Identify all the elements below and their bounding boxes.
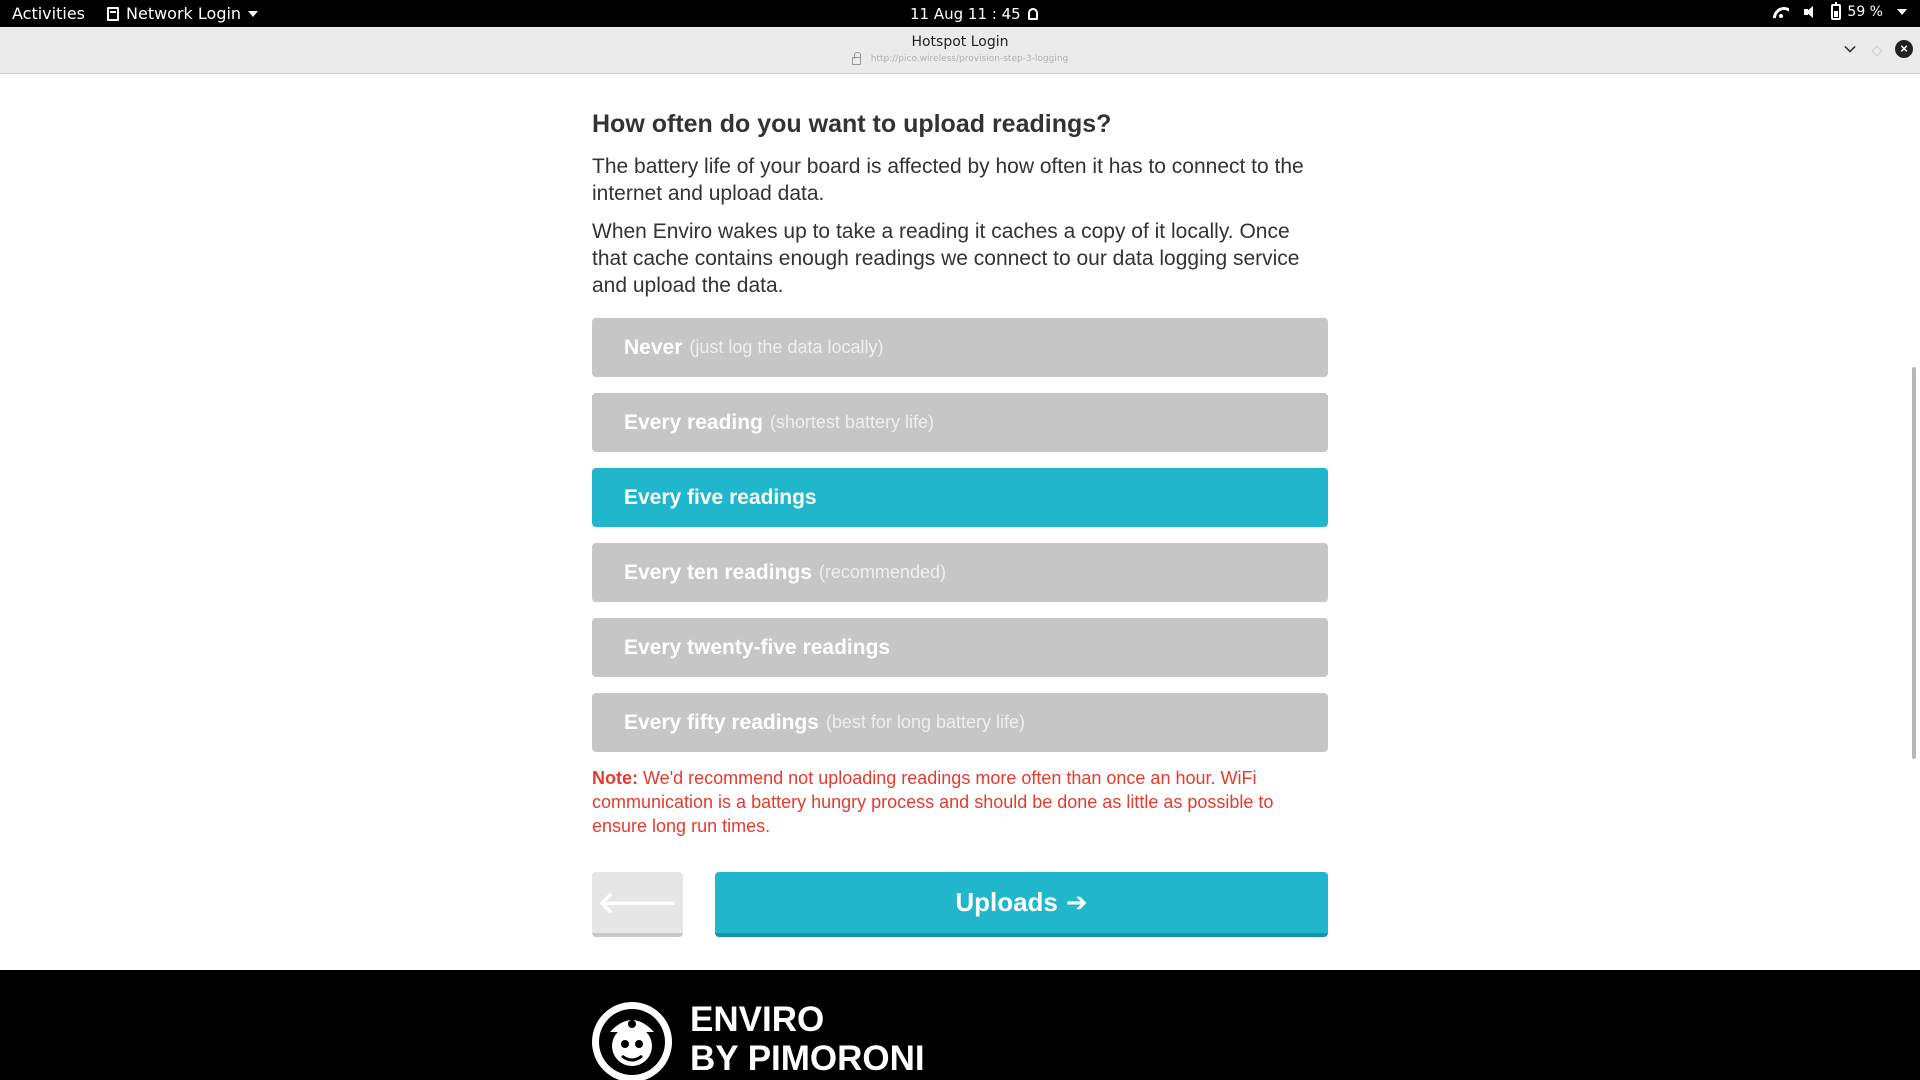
brand-name [690,1000,925,1078]
close-icon[interactable]: × [1895,40,1913,58]
upload-option-every-ten[interactable] [592,543,1328,602]
note-text: We'd recommend not uploading readings more often than once an hour. WiFi communication is a battery hungry process and should be done as little as possible to ensure long run times. [592,768,1274,836]
cache-paragraph: When Enviro wakes up to take a reading it caches a copy of it locally. Once that cache contains enough readings we connect to our data logging service and upload the data. [592,220,1300,297]
volume-icon [1803,5,1817,19]
upload-option-every-fifty[interactable] [592,693,1328,752]
battery-paragraph: The battery life of your board is affected by how often it has to connect to the internet and upload data. [592,155,1304,205]
back-button[interactable] [592,872,683,937]
pimoroni-logo[interactable] [592,1002,672,1080]
option-label: Every five readings [624,485,817,509]
bell-icon [1028,8,1038,20]
app-menu[interactable] [107,4,258,23]
note-label: Note: [592,768,638,788]
app-window-icon [107,7,119,21]
pirate-monkey-logo-icon [592,1002,672,1080]
battery-indicator [1831,4,1883,20]
clock-label: 11 Aug 11 : 45 [910,5,1021,23]
option-hint: (shortest battery life) [769,412,934,432]
app-menu-label: Network Login [126,4,242,23]
wifi-icon [1773,5,1789,19]
upload-option-every-twenty-five[interactable] [592,618,1328,677]
url-row [0,53,1920,65]
system-status-menu[interactable] [1773,4,1907,20]
option-hint: (recommended) [818,562,946,582]
window-title: Hotspot Login [911,34,1009,50]
lock-icon [852,57,861,65]
upload-option-every-five[interactable] [592,468,1328,527]
page-heading: How often do you want to upload readings? [592,110,1112,138]
system-top-bar [0,0,1920,27]
activities-button[interactable]: Activities [12,4,85,23]
page-scrollbar[interactable] [1912,367,1916,759]
option-label: Every reading [624,410,763,434]
option-hint: (best for long battery life) [825,712,1025,732]
clock[interactable] [910,5,1038,23]
caret-down-icon [1897,9,1907,15]
url-text: http://pico.wireless/provision-step-3-logging [870,54,1069,64]
upload-option-never[interactable] [592,318,1328,377]
next-button-label: Uploads [955,887,1058,917]
arrow-right-icon: ➔ [1065,887,1088,918]
browser-header [0,27,1920,74]
footer [0,970,1920,1080]
battery-percent: 59 % [1847,4,1883,20]
option-label: Every ten readings [624,560,812,584]
option-label: Every twenty-five readings [624,635,891,659]
battery-note [592,766,1328,838]
brand-line-2: BY PIMORONI [690,1039,925,1078]
arrow-left-icon: 🡐 [597,885,678,921]
option-label: Every fifty readings [624,710,819,734]
uploads-next-button[interactable] [715,872,1328,937]
upload-option-every-reading[interactable] [592,393,1328,452]
brand-line-1: ENVIRO [690,1000,825,1039]
option-hint: (just log the data locally) [689,337,884,357]
caret-down-icon [248,11,258,17]
battery-icon [1831,4,1841,20]
option-label: Never [624,335,683,359]
